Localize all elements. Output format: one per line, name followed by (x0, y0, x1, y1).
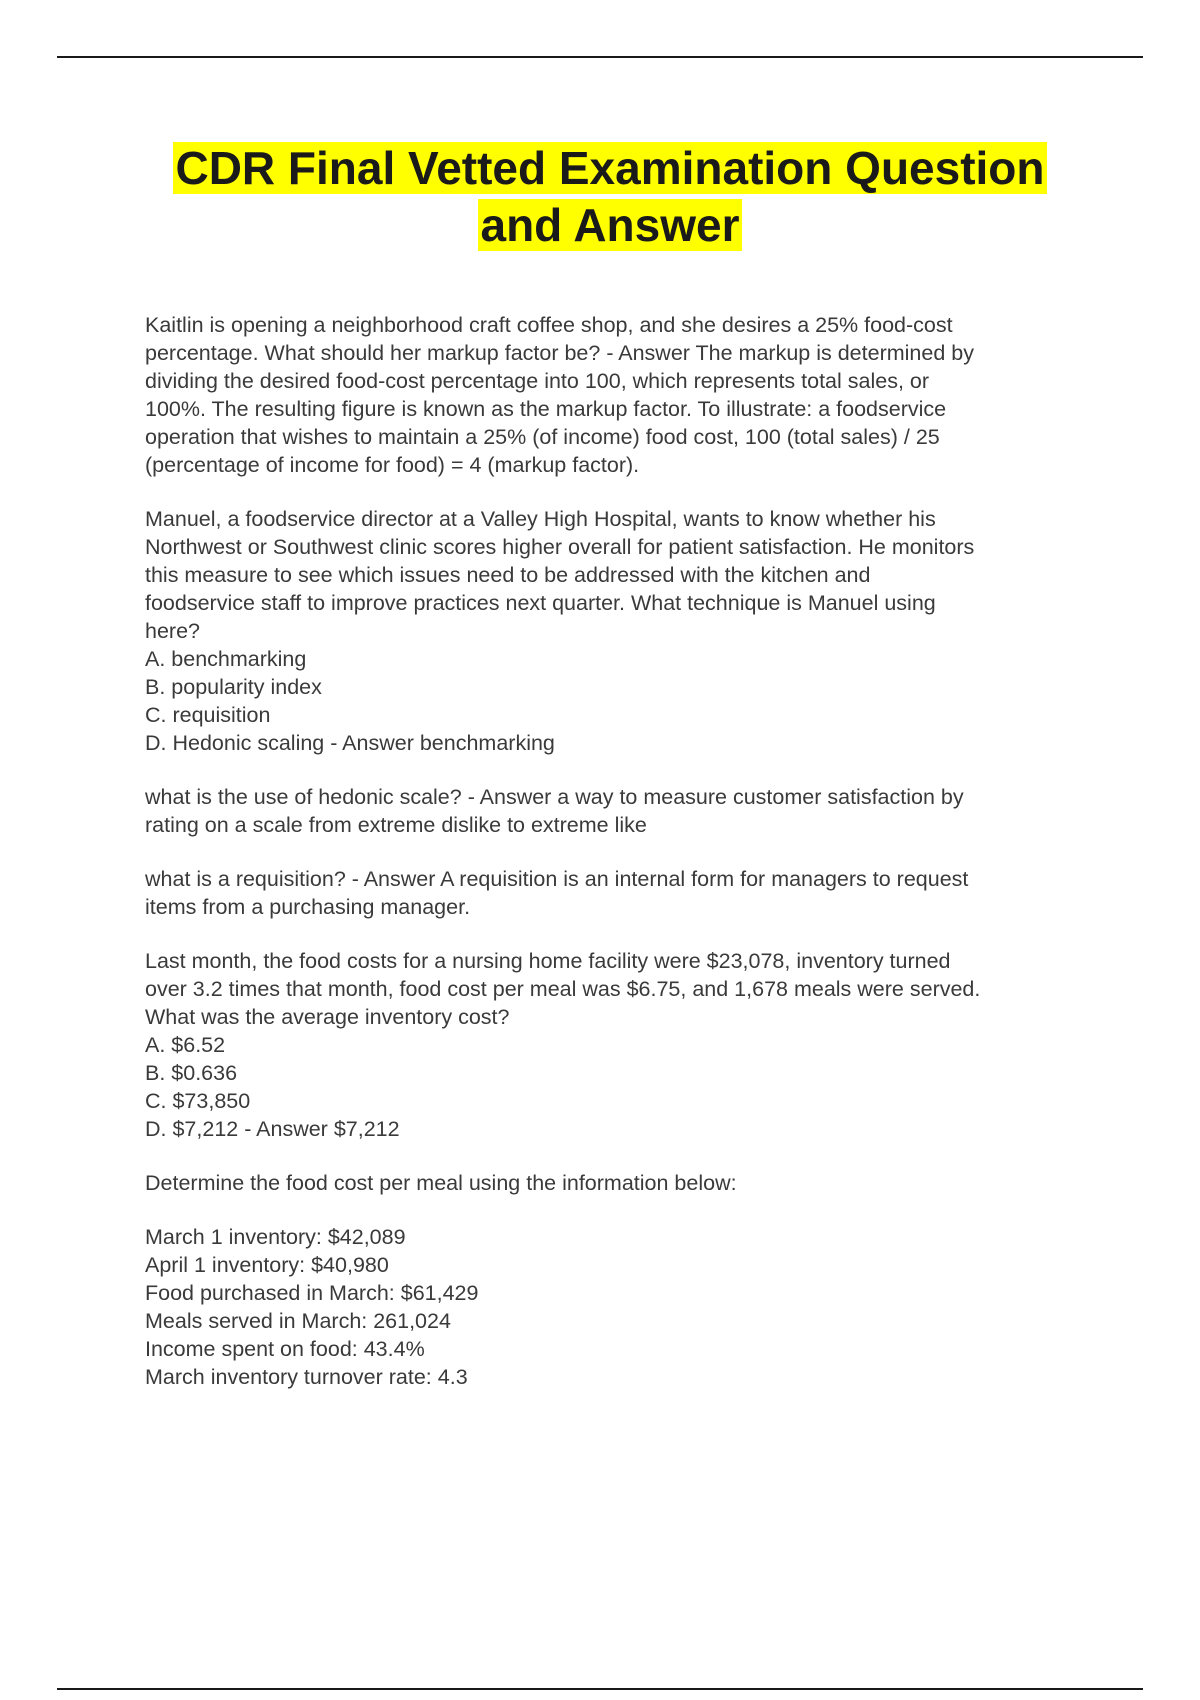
answer-option: D. $7,212 - Answer $7,212 (145, 1117, 400, 1141)
data-line: Food purchased in March: $61,429 (145, 1281, 479, 1305)
answer-option: C. requisition (145, 703, 271, 727)
question-food-cost-per-meal (145, 1169, 1090, 1197)
title-line-1: CDR Final Vetted Examination Question (175, 142, 1045, 194)
top-rule (57, 56, 1143, 58)
question-requisition (145, 865, 1090, 921)
question-benchmarking (145, 505, 1090, 757)
text-line: Determine the food cost per meal using the information below: (145, 1171, 737, 1195)
text-line: what is the use of hedonic scale? - Answer a way to measure customer satisfaction by (145, 785, 964, 809)
bottom-rule (57, 1688, 1143, 1690)
question-inventory-cost (145, 947, 1090, 1143)
data-line: March inventory turnover rate: 4.3 (145, 1365, 468, 1389)
text-line: over 3.2 times that month, food cost per meal was $6.75, and 1,678 meals were served. (145, 977, 981, 1001)
text-line: dividing the desired food-cost percentage into 100, which represents total sales, or (145, 369, 930, 393)
text-line: percentage. What should her markup factor be? - Answer The markup is determined by (145, 341, 974, 365)
text-line: rating on a scale from extreme dislike to extreme like (145, 813, 647, 837)
answer-option: B. popularity index (145, 675, 322, 699)
text-line: foodservice staff to improve practices next quarter. What technique is Manuel using (145, 591, 936, 615)
text-line: Kaitlin is opening a neighborhood craft coffee shop, and she desires a 25% food-cost (145, 313, 953, 337)
data-line: March 1 inventory: $42,089 (145, 1225, 406, 1249)
text-line: this measure to see which issues need to be addressed with the kitchen and (145, 563, 871, 587)
answer-option: D. Hedonic scaling - Answer benchmarking (145, 731, 555, 755)
title-line-2: and Answer (480, 199, 740, 251)
answer-option: C. $73,850 (145, 1089, 251, 1113)
food-cost-data-list (145, 1223, 1090, 1391)
text-line: here? (145, 619, 200, 643)
text-line: items from a purchasing manager. (145, 895, 471, 919)
answer-option: A. $6.52 (145, 1033, 226, 1057)
text-line: What was the average inventory cost? (145, 1005, 510, 1029)
text-line: (percentage of income for food) = 4 (markup factor). (145, 453, 640, 477)
data-line: Income spent on food: 43.4% (145, 1337, 425, 1361)
text-line: 100%. The resulting figure is known as the markup factor. To illustrate: a foodservice (145, 397, 947, 421)
data-line: Meals served in March: 261,024 (145, 1309, 451, 1333)
text-line: what is a requisition? - Answer A requisition is an internal form for managers to request (145, 867, 969, 891)
document-title (60, 140, 1160, 254)
text-line: Manuel, a foodservice director at a Valley High Hospital, wants to know whether his (145, 507, 936, 531)
answer-option: B. $0.636 (145, 1061, 238, 1085)
question-hedonic-scale (145, 783, 1090, 839)
data-line: April 1 inventory: $40,980 (145, 1253, 389, 1277)
text-line: operation that wishes to maintain a 25% (of income) food cost, 100 (total sales) / 25 (145, 425, 940, 449)
answer-option: A. benchmarking (145, 647, 307, 671)
document-body (145, 311, 1090, 1417)
question-markup-factor (145, 311, 1090, 479)
text-line: Northwest or Southwest clinic scores higher overall for patient satisfaction. He monitors (145, 535, 975, 559)
text-line: Last month, the food costs for a nursing home facility were $23,078, inventory turned (145, 949, 951, 973)
